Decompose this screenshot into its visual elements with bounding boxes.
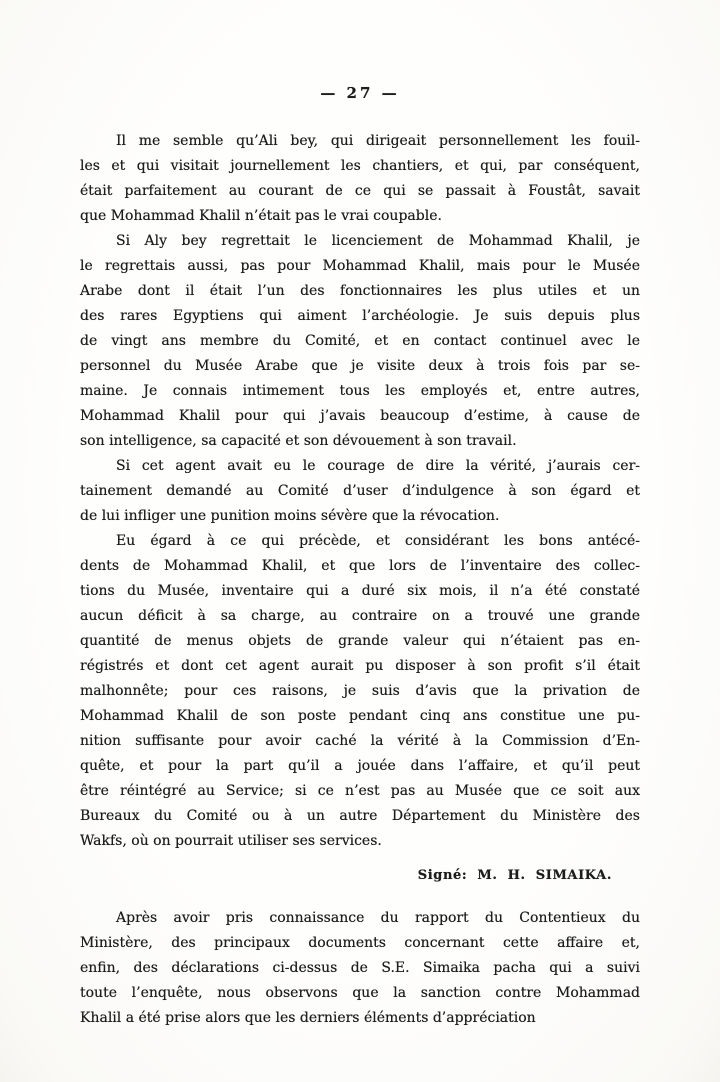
text-line: le regrettais aussi, pas pour Mohammad Khalil, mais pour le Musée: [80, 258, 640, 274]
text-line: quantité de menus objets de grande valeur qui n’étaient pas en-: [80, 633, 640, 649]
text-line: malhonnête; pour ces raisons, je suis d’avis que la privation de: [80, 683, 640, 699]
text-line: quête, et pour la part qu’il a jouée dans l’affaire, et qu’il peut: [80, 758, 640, 774]
text-line: Bureaux du Comité ou à un autre Département du Ministère des: [80, 808, 640, 824]
text-line: Arabe dont il était l’un des fonctionnaires les plus utiles et un: [80, 283, 640, 299]
text-line: régistrés et dont cet agent aurait pu disposer à son profit s’il était: [80, 658, 640, 674]
text-line: Eu égard à ce qui précède, et considérant les bons antécé-: [116, 533, 640, 549]
text-line: Wakfs, où on pourrait utiliser ses services.: [80, 833, 382, 849]
report-body: [80, 129, 640, 854]
text-line: Il me semble qu’Ali bey, qui dirigeait personnellement les fouil-: [116, 133, 640, 149]
paragraph: [80, 454, 640, 529]
text-line: dents de Mohammad Khalil, et que lors de l’inventaire des collec-: [80, 558, 640, 574]
text-line: Après avoir pris connaissance du rapport du Contentieux du: [116, 910, 640, 926]
text-line: aucun déficit à sa charge, au contraire on a trouvé une grande: [80, 608, 640, 624]
text-line: des rares Egyptiens qui aiment l’archéologie. Je suis depuis plus: [80, 308, 640, 324]
text-line: tainement demandé au Comité d’user d’indulgence à son égard et: [80, 483, 640, 499]
text-line: Si Aly bey regrettait le licenciement de Mohammad Khalil, je: [116, 233, 640, 249]
text-line: son intelligence, sa capacité et son dévouement à son travail.: [80, 433, 517, 449]
paragraph: [80, 529, 640, 854]
text-line: Ministère, des principaux documents concernant cette affaire et,: [80, 935, 640, 951]
text-line: maine. Je connais intimement tous les employés et, entre autres,: [80, 383, 640, 399]
text-column: [80, 0, 640, 1031]
text-line: de lui infliger une punition moins sévère que la révocation.: [80, 508, 500, 524]
text-line: était parfaitement au courant de ce qui se passait à Foustât, savait: [80, 183, 640, 199]
text-line: Si cet agent avait eu le courage de dire la vérité, j’aurais cer-: [116, 458, 640, 474]
closing-body: [80, 906, 640, 1031]
text-line: les et qui visitait journellement les chantiers, et qui, par conséquent,: [80, 158, 640, 174]
text-line: Mohammad Khalil de son poste pendant cinq ans constitue une pu-: [80, 708, 640, 724]
text-line: Mohammad Khalil pour qui j’avais beaucoup d’estime, à cause de: [80, 408, 640, 424]
text-line: être réintégré au Service; si ce n’est pas au Musée que ce soit aux: [80, 783, 640, 799]
text-line: nition suffisante pour avoir caché la vérité à la Commission d’En-: [80, 733, 640, 749]
paragraph: [80, 129, 640, 229]
text-line: tions du Musée, inventaire qui a duré six mois, il n’a été constaté: [80, 583, 640, 599]
page-number: — 27 —: [320, 84, 400, 102]
paragraph: [80, 906, 640, 1031]
signature-line: Signé: M. H. SIMAIKA.: [417, 868, 612, 883]
text-line: que Mohammad Khalil n’était pas le vrai coupable.: [80, 208, 442, 224]
text-line: toute l’enquête, nous observons que la sanction contre Mohammad: [80, 985, 640, 1001]
text-line: enfin, des déclarations ci-dessus de S.E. Simaika pacha qui a suivi: [80, 960, 640, 976]
text-line: personnel du Musée Arabe que je visite deux à trois fois par se-: [80, 358, 640, 374]
text-line: de vingt ans membre du Comité, et en contact continuel avec le: [80, 333, 640, 349]
paragraph: [80, 229, 640, 454]
text-line: Khalil a été prise alors que les derniers éléments d’appréciation: [80, 1010, 536, 1026]
